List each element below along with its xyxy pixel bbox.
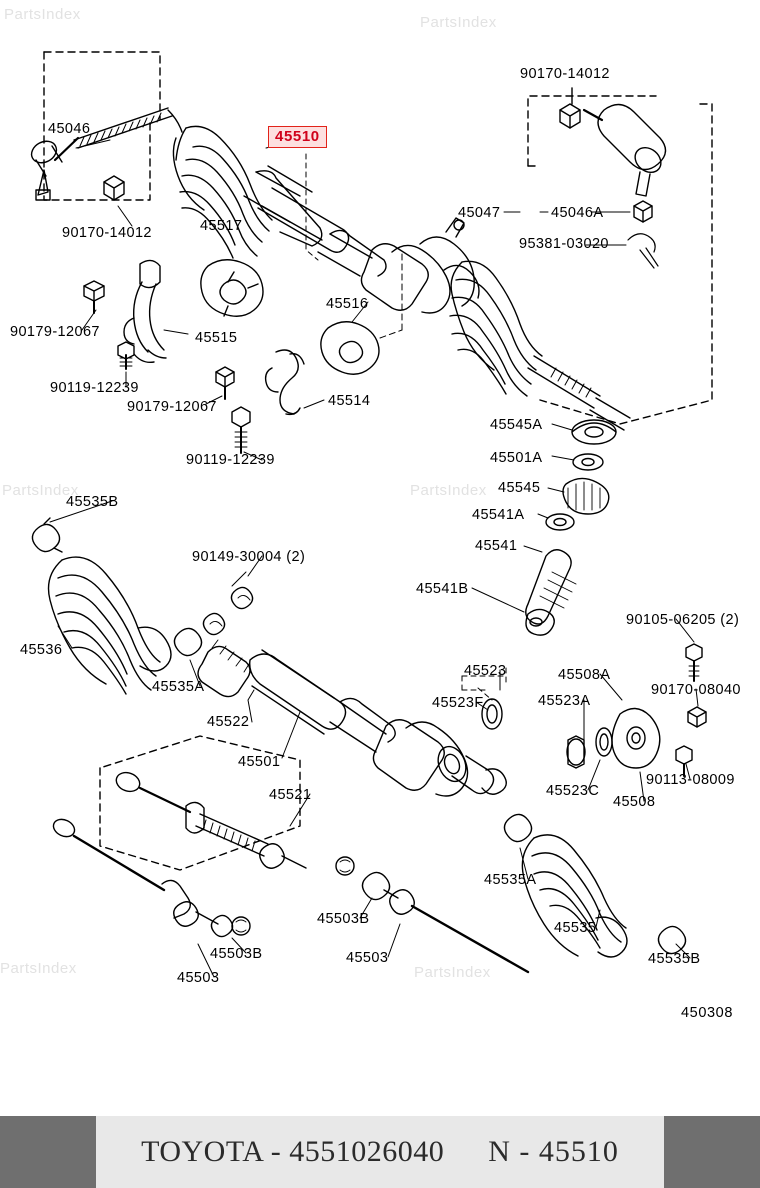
footer-callout: N - 45510 [488,1135,619,1168]
label-90179-12067-upper: 90179-12067 [10,324,100,340]
watermark-mid-center: PartsIndex [410,482,487,499]
watermark-top-left: PartsIndex [4,6,81,23]
label-90119-12239-upper: 90119-12239 [50,380,139,396]
label-45503-mid: 45503 [346,950,389,966]
label-45545A: 45545A [490,417,543,433]
highlight-label-45510[interactable]: 45510 [268,126,327,148]
label-45523: 45523 [464,663,507,679]
label-45508: 45508 [613,794,656,810]
label-45516: 45516 [326,296,369,312]
label-45501A: 45501A [490,450,543,466]
label-45535A-right: 45535A [484,872,537,888]
label-45541: 45541 [475,538,518,554]
label-45508A: 45508A [558,667,611,683]
footer-bar [0,1116,760,1188]
label-90179-12067-lower: 90179-12067 [127,399,217,415]
label-45514: 45514 [328,393,371,409]
label-45521: 45521 [269,787,312,803]
watermark-mid-left: PartsIndex [2,482,79,499]
label-90149-30004: 90149-30004 (2) [192,549,306,565]
label-45503-left: 45503 [177,970,220,986]
label-45503B-left: 45503B [210,946,263,962]
sheet-code: 450308 [681,1005,733,1021]
label-45535B-right: 45535B [648,951,701,967]
label-45046A: 45046A [551,205,604,221]
label-90119-12239-lower: 90119-12239 [186,452,275,468]
label-45535B-left: 45535B [66,494,119,510]
label-45541A: 45541A [472,507,525,523]
label-45535: 45535 [554,920,597,936]
label-45523A: 45523A [538,693,591,709]
label-45522: 45522 [207,714,250,730]
label-45501: 45501 [238,754,281,770]
label-45046: 45046 [48,121,91,137]
label-45541B: 45541B [416,581,469,597]
label-90170-14012-left: 90170-14012 [62,225,152,241]
label-45535A-left: 45535A [152,679,205,695]
watermark-bottom-left: PartsIndex [0,960,77,977]
label-95381-03020: 95381-03020 [519,236,609,252]
label-90105-06205: 90105-06205 (2) [626,612,740,628]
watermark-top-right: PartsIndex [420,14,497,31]
footer-text [141,1135,619,1169]
label-45047: 45047 [458,205,501,221]
label-45536: 45536 [20,642,63,658]
label-45515: 45515 [195,330,238,346]
label-90170-14012-top: 90170-14012 [520,66,610,82]
label-90170-08040: 90170-08040 [651,682,741,698]
label-45523F: 45523F [432,695,484,711]
label-90113-08009: 90113-08009 [646,772,735,788]
footer-brand-part: TOYOTA - 4551026040 [141,1135,445,1168]
label-45503B-mid: 45503B [317,911,370,927]
label-45517: 45517 [200,218,243,234]
watermark-bottom-center: PartsIndex [414,964,491,981]
label-45545: 45545 [498,480,541,496]
footer-inner-panel [96,1116,664,1188]
label-45523C: 45523C [546,783,600,799]
